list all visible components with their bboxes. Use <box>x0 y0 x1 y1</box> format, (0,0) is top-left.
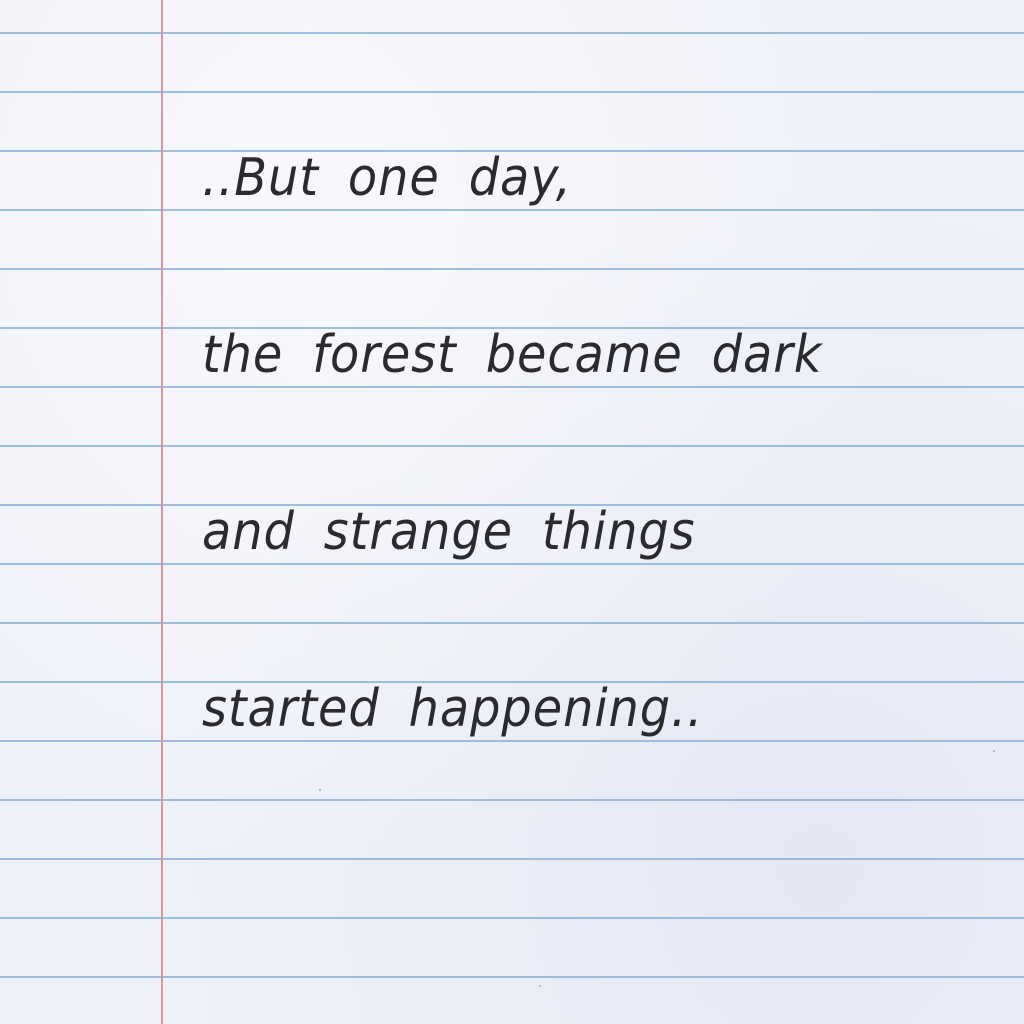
note-line-3: and strange things <box>202 502 696 562</box>
rule-line <box>0 32 1024 34</box>
rule-line <box>0 917 1024 919</box>
rule-line <box>0 563 1024 565</box>
rule-line <box>0 976 1024 978</box>
margin-line <box>161 0 163 1024</box>
note-line-1: ..But one day, <box>202 148 572 208</box>
rule-line <box>0 622 1024 624</box>
rule-line <box>0 91 1024 93</box>
paper-speck <box>539 985 541 987</box>
paper-speck <box>993 750 995 752</box>
rule-line <box>0 858 1024 860</box>
rule-line <box>0 209 1024 211</box>
rule-line <box>0 386 1024 388</box>
rule-line <box>0 268 1024 270</box>
rule-line <box>0 740 1024 742</box>
rule-line <box>0 445 1024 447</box>
note-line-2: the forest became dark <box>202 325 823 385</box>
paper-speck <box>319 789 321 791</box>
rule-line <box>0 799 1024 801</box>
note-line-4: started happening.. <box>202 679 704 739</box>
